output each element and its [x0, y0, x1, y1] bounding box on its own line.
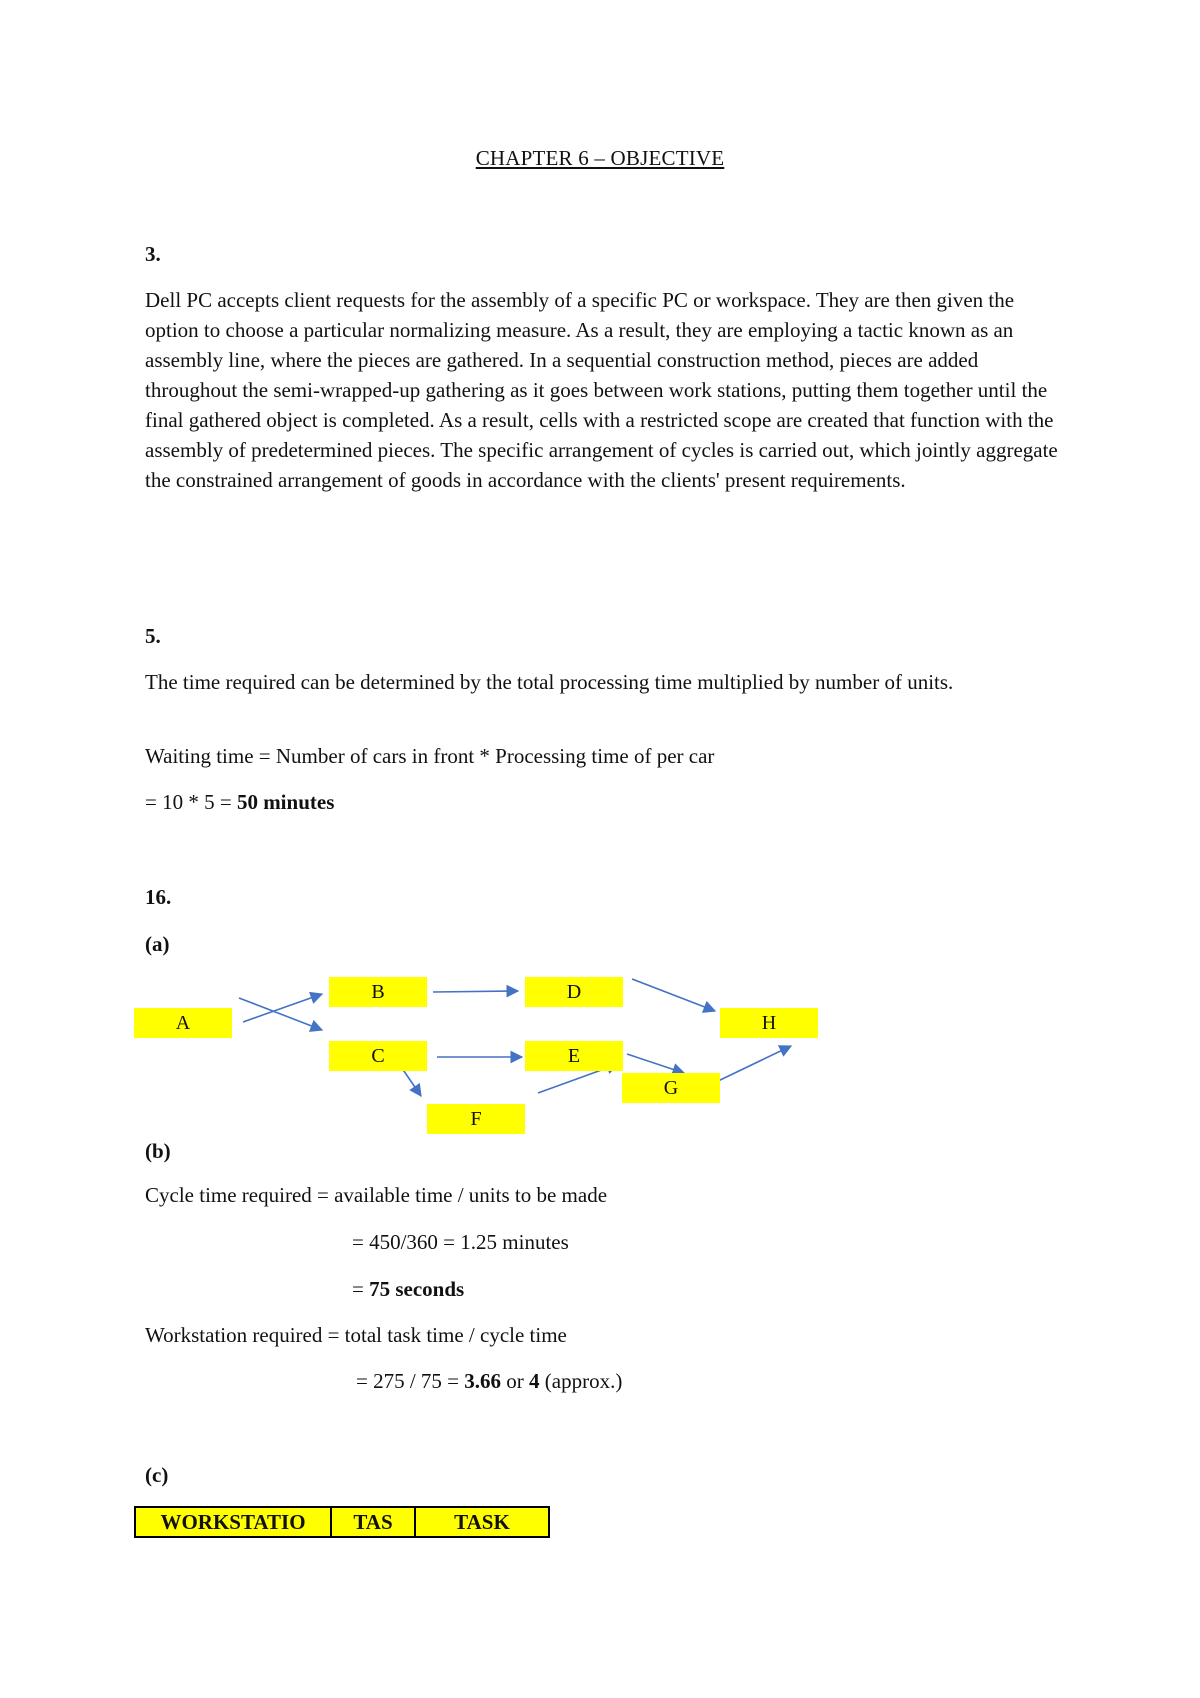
- cycle-time-result: [352, 1277, 464, 1302]
- workstation-suffix: (approx.): [539, 1369, 623, 1393]
- arrow-a-c: [239, 998, 322, 1030]
- node-h: H: [720, 1008, 818, 1038]
- part-c-label: (c): [145, 1463, 169, 1487]
- cycle-time-calc: = 450/360 = 1.25 minutes: [352, 1230, 569, 1254]
- node-b: B: [329, 977, 427, 1007]
- workstation-value-1: 3.66: [464, 1369, 502, 1393]
- question-5-number: 5.: [145, 624, 161, 648]
- cycle-time-result-prefix: =: [352, 1277, 370, 1301]
- page-title: CHAPTER 6 – OBJECTIVE: [475, 146, 725, 170]
- table-header-task-short: TAS: [331, 1507, 415, 1537]
- table-header-row: [135, 1507, 549, 1537]
- arrow-d-h: [632, 979, 715, 1011]
- workstation-formula: Workstation required = total task time / cycle time: [145, 1323, 567, 1347]
- question-3-answer: Dell PC accepts client requests for the assembly of a specific PC or workspace. They are then given the option to choose a particular normalizing measure. As a result, they are employing a tactic known as an assembly line, where the pieces are gathered. In a sequential construction method, pieces are added throughout the semi-wrapped-up gathering as it goes between work stations, putting them together until the final gathered object is completed. As a result, cells with a restricted scope are created that function with the assembly of predetermined pieces. The specific arrangement of cycles is carried out, which jointly aggregate the constrained arrangement of goods in accordance with the clients' present requirements.: [145, 288, 1058, 492]
- question-16-number: 16.: [145, 885, 172, 909]
- node-c: C: [329, 1041, 427, 1071]
- workstation-value-2: 4: [529, 1369, 540, 1393]
- node-g: G: [622, 1073, 720, 1103]
- node-e: E: [525, 1041, 623, 1071]
- workstation-calc-prefix: = 275 / 75 =: [356, 1369, 465, 1393]
- question-3-number: 3.: [145, 242, 161, 266]
- node-d: D: [525, 977, 623, 1007]
- workstation-or: or: [501, 1369, 530, 1393]
- table-header-task: TASK: [415, 1507, 549, 1537]
- cycle-time-formula: Cycle time required = available time / units to be made: [145, 1183, 608, 1207]
- arrow-b-d: [433, 991, 518, 992]
- waiting-time-formula: Waiting time = Number of cars in front * Processing time of per car: [145, 744, 715, 768]
- arrow-e-g: [627, 1054, 684, 1073]
- node-f: F: [427, 1104, 525, 1134]
- arrow-g-h: [716, 1046, 791, 1082]
- cycle-time-result-value: 75 seconds: [369, 1277, 465, 1301]
- part-b-label: (b): [145, 1139, 171, 1163]
- arrow-a-b: [243, 994, 322, 1022]
- workstation-calc: [356, 1369, 622, 1394]
- table-header-workstation: WORKSTATIO: [135, 1507, 331, 1537]
- waiting-time-result: 50 minutes: [236, 790, 335, 814]
- question-5-answer: The time required can be determined by the total processing time multiplied by number of units.: [145, 670, 954, 694]
- part-a-label: (a): [145, 932, 170, 956]
- workstation-table: [134, 1506, 550, 1538]
- waiting-time-calc-prefix: = 10 * 5 =: [145, 790, 237, 814]
- node-a: A: [134, 1008, 232, 1038]
